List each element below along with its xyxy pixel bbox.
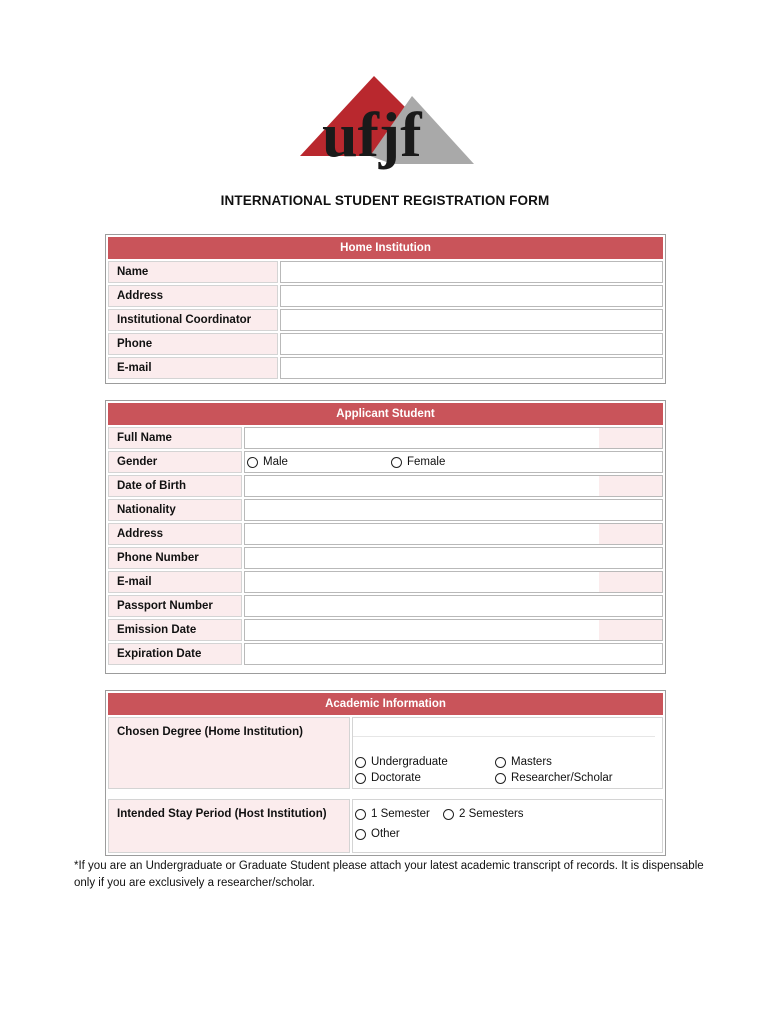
- passport-number-label: Passport Number: [108, 595, 242, 617]
- gender-field: [244, 451, 663, 473]
- date-of-birth-label: Date of Birth: [108, 475, 242, 497]
- nationality-label: Nationality: [108, 499, 242, 521]
- researcher-option[interactable]: [495, 772, 613, 784]
- phone-number-label: Phone Number: [108, 547, 242, 569]
- male-label: Male: [263, 456, 288, 468]
- footnote: *If you are an Undergraduate or Graduate Student please attach your latest academic transcript of records. It is dispensable only if you are exclusively a researcher/scholar.: [74, 860, 704, 889]
- ufjf-logo: [292, 72, 478, 188]
- one-semester-option[interactable]: [355, 808, 430, 820]
- applicant-address-label: Address: [108, 523, 242, 545]
- gender-label: Gender: [108, 451, 242, 473]
- masters-label: Masters: [511, 756, 552, 768]
- full-name-field[interactable]: [244, 427, 663, 449]
- chosen-degree-label: Chosen Degree (Home Institution): [108, 717, 350, 789]
- nationality-field[interactable]: [244, 499, 663, 521]
- female-radio-icon[interactable]: [391, 457, 402, 468]
- date-of-birth-field[interactable]: [244, 475, 663, 497]
- chosen-degree-field: [352, 717, 663, 789]
- stay-period-label: Intended Stay Period (Host Institution): [108, 799, 350, 853]
- researcher-label: Researcher/Scholar: [511, 772, 613, 784]
- female-option[interactable]: [391, 456, 445, 468]
- passport-number-field[interactable]: [244, 595, 663, 617]
- expiration-date-field[interactable]: [244, 643, 663, 665]
- home-address-label: Address: [108, 285, 278, 307]
- doctorate-label: Doctorate: [371, 772, 421, 784]
- home-phone-label: Phone: [108, 333, 278, 355]
- institutional-coordinator-label: Institutional Coordinator: [108, 309, 278, 331]
- undergraduate-label: Undergraduate: [371, 756, 448, 768]
- masters-radio-icon[interactable]: [495, 757, 506, 768]
- undergraduate-option[interactable]: [355, 756, 448, 768]
- undergraduate-radio-icon[interactable]: [355, 757, 366, 768]
- two-semesters-radio-icon[interactable]: [443, 809, 454, 820]
- logo-text: ufjf: [322, 99, 422, 170]
- home-phone-field[interactable]: [280, 333, 663, 355]
- two-semesters-option[interactable]: [443, 808, 524, 820]
- full-name-label: Full Name: [108, 427, 242, 449]
- masters-option[interactable]: [495, 756, 552, 768]
- home-institution-header: Home Institution: [108, 237, 663, 259]
- doctorate-radio-icon[interactable]: [355, 773, 366, 784]
- applicant-student-section: [105, 400, 666, 674]
- researcher-radio-icon[interactable]: [495, 773, 506, 784]
- institutional-coordinator-field[interactable]: [280, 309, 663, 331]
- applicant-address-field[interactable]: [244, 523, 663, 545]
- form-title: INTERNATIONAL STUDENT REGISTRATION FORM: [220, 193, 550, 208]
- applicant-student-header: Applicant Student: [108, 403, 663, 425]
- phone-number-field[interactable]: [244, 547, 663, 569]
- home-name-label: Name: [108, 261, 278, 283]
- academic-information-section: [105, 690, 666, 856]
- other-radio-icon[interactable]: [355, 829, 366, 840]
- home-address-field[interactable]: [280, 285, 663, 307]
- one-semester-radio-icon[interactable]: [355, 809, 366, 820]
- expiration-date-label: Expiration Date: [108, 643, 242, 665]
- emission-date-field[interactable]: [244, 619, 663, 641]
- stay-period-field: [352, 799, 663, 853]
- academic-information-header: Academic Information: [108, 693, 663, 715]
- other-label: Other: [371, 828, 400, 840]
- male-radio-icon[interactable]: [247, 457, 258, 468]
- home-name-field[interactable]: [280, 261, 663, 283]
- home-email-label: E-mail: [108, 357, 278, 379]
- home-email-field[interactable]: [280, 357, 663, 379]
- home-institution-section: [105, 234, 666, 384]
- doctorate-option[interactable]: [355, 772, 421, 784]
- male-option[interactable]: [247, 456, 288, 468]
- one-semester-label: 1 Semester: [371, 808, 430, 820]
- emission-date-label: Emission Date: [108, 619, 242, 641]
- other-option[interactable]: [355, 828, 400, 840]
- female-label: Female: [407, 456, 446, 468]
- applicant-email-label: E-mail: [108, 571, 242, 593]
- two-semesters-label: 2 Semesters: [459, 808, 524, 820]
- applicant-email-field[interactable]: [244, 571, 663, 593]
